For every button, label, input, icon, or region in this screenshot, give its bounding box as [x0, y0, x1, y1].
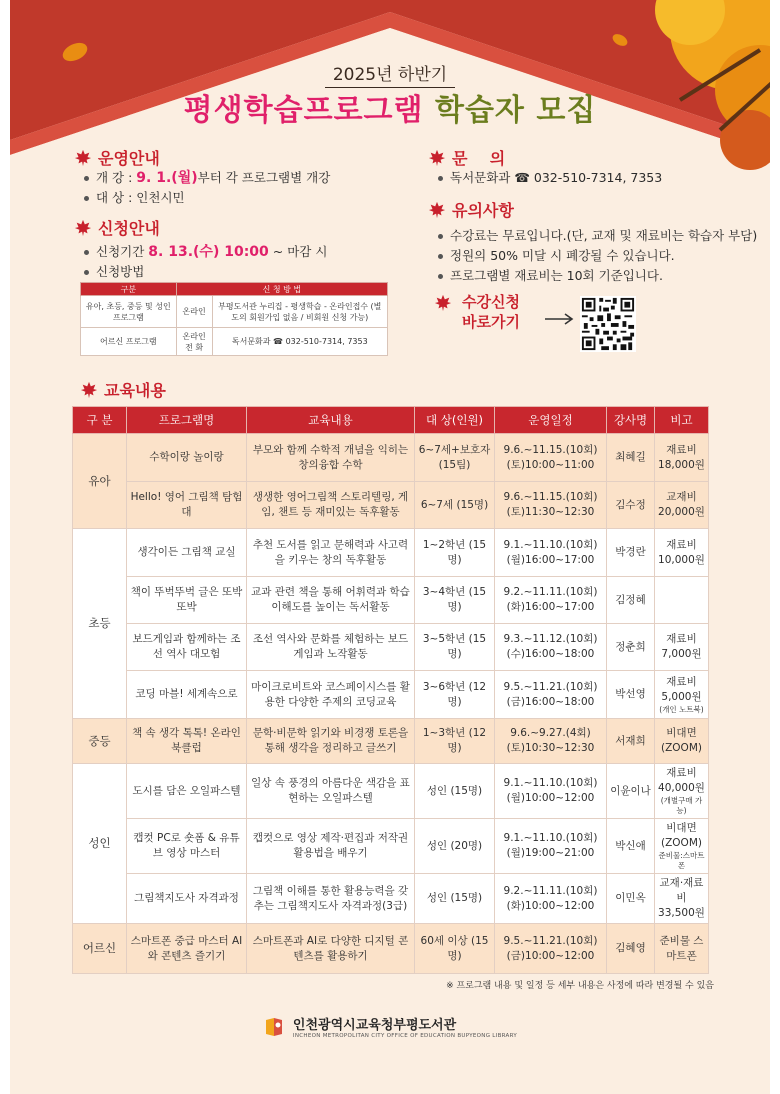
half-year-label: 2025년 하반기	[325, 60, 455, 88]
table-row: 책이 뚜벅뚜벅 글은 또박또박 교과 관련 책을 통해 어휘력과 학습 이해도를 높이는 독서활동 3~4학년 (15명) 9.2.~11.11.(10회) (화)16:00~17:00 김정혜	[73, 577, 709, 624]
maple-leaf-icon	[434, 294, 452, 312]
application-method-table: 구분 신 청 방 법 유아, 초등, 중등 및 성인 프로그램 온라인 부평도서관 누리집 - 평생학습 - 온라인접수 (별도의 회원가입 없음 / 비회원 신청 가능) 어르신 프로그램 온라인 전 화 독서문화과 ☎ 032-510-7314, 7353	[80, 282, 388, 356]
table-row: Hello! 영어 그림책 탐험대 생생한 영어그림책 스토리텔링, 게임, 챈트 등 재미있는 독후활동 6~7세 (15명) 9.6.~11.15.(10회) (토)11:30~12:30 김수정 교재비 20,000원	[73, 482, 709, 529]
organization-name-en: INCHEON METROPOLITAN CITY OFFICE OF EDUCATION BUPYEONG LIBRARY	[292, 1033, 518, 1039]
education-table: 구 분 프로그램명 교육내용 대 상(인원) 운영일정 강사명 비고 유아 수학이랑 놀이랑 부모와 함께 수학적 개념을 익히는 창의융합 수학 6~7세+보호자 (15팀) 9.6.~11.15.(10회) (토)10:00~11:00 최혜길 재료비 18,000원 Hello! 영어 그림책 탐험대 생생한 영어그림책 스토리텔링, 게임, 챈트 등 재미있는 독후활동 6~7세 (15명) 9.6.~11.15.(10회) (토)11:30~12:30 김수정 교재비 20,000원 초등 생각이든 그림책 교실 추천 도서를 읽고 문해력과 사고력을 키우는 창의 독후활동 1~2학년 (15명) 9.1.~11.10.(10회) (월)16:00~17:00 박경란 재료비 10,000원 책이 뚜벅뚜벅 글은 또박또박 교과 관련 책을 통해 어휘력과 학습 이해도를 높이는 독서활동 3~4학년 (15명) 9.2.~11.11.(10회) (화)16:00~17:00 김정혜 보드게임과 함께하는 조선 역사 대모험 조선 역사와 문화를 체험하는 보드게임과 노작활동 3~5학년 (15명) 9.3.~11.12.(10회) (수)16:00~18:00 정춘희 재료비 7,000원 코딩 마블! 세계속으로 마이크로비트와 코스페이시스를 활용한 다양한 주제의 코딩교육 3~6학년 (12명) 9.5.~11.21.(10회) (금)16:00~18:00 박선영 재료비 5,000원 (개인 노트북) 중등 책 속 생각 톡톡! 온라인 북클럽 문학·비문학 읽기와 비경쟁 토론을 통해 생각을 정리하고 글쓰기 1~3학년 (12명) 9.6.~9.27.(4회) (토)10:30~12:30 서재희 비대면 (ZOOM) 성인 도시를 담은 오일파스텔 일상 속 풍경의 아름다운 색감을 표현하는 오일파스텔 성인 (15명) 9.1.~11.10.(10회) (월)10:00~12:00 이윤이나 재료비 40,000원 (개별구매 가능) 캡컷 PC로 숏폼 & 유튜브 영상 마스터 캡컷으로 영상 제작·편집과 저작권 활용법을 배우기 성인 (20명) 9.1.~11.10.(10회) (월)19:00~21:00 박신애 비대면 (ZOOM) 준비물:스마트폰 그림책지도사 자격과정 그림책 이해를 통한 활용능력을 갖추는 그림책지도사 자격과정(3급) 성인 (15명) 9.2.~11.11.(10회) (화)10:00~12:00 이민옥 교재·재료비 33,500원 어르신 스마트폰 중급 마스터 AI와 콘텐츠 즐기기 스마트폰과 AI로 다양한 디지털 콘텐츠를 활용하기 60세 이상 (15명) 9.5.~11.21.(10회) (금)10:00~12:00 김혜영 준비물 스마트폰	[72, 406, 709, 974]
table-row: 성인 도시를 담은 오일파스텔 일상 속 풍경의 아름다운 색감을 표현하는 오일파스텔 성인 (15명) 9.1.~11.10.(10회) (월)10:00~12:00 이윤이나 재료비 40,000원 (개별구매 가능)	[73, 764, 709, 819]
library-logo-icon	[263, 1016, 285, 1038]
qr-code-icon[interactable]	[580, 296, 636, 352]
list-item: 신청방법	[82, 262, 327, 282]
maple-leaf-icon	[74, 219, 92, 237]
footnote: ※ 프로그램 내용 및 일정 등 세부 내용은 사정에 따라 변경될 수 있음	[446, 981, 714, 991]
application-list	[82, 242, 327, 282]
list-item: 독서문화과 ☎ 032-510-7314, 7353	[436, 168, 662, 188]
table-row: 어르신 스마트폰 중급 마스터 AI와 콘텐츠 즐기기 스마트폰과 AI로 다양한 디지털 콘텐츠를 활용하기 60세 이상 (15명) 9.5.~11.21.(10회) (금)10:00~12:00 김혜영 준비물 스마트폰	[73, 924, 709, 974]
table-row: 초등 생각이든 그림책 교실 추천 도서를 읽고 문해력과 사고력을 키우는 창의 독후활동 1~2학년 (15명) 9.1.~11.10.(10회) (월)16:00~17:00 박경란 재료비 10,000원	[73, 529, 709, 577]
list-item: 신청기간 8. 13.(수) 10:00 ~ 마감 시	[82, 242, 327, 262]
poster-header	[10, 60, 770, 130]
poster	[10, 0, 770, 1094]
table-row: 어르신 프로그램 온라인 전 화 독서문화과 ☎ 032-510-7314, 7353	[81, 328, 388, 356]
registration-shortcut-label[interactable]: 수강신청 바로가기	[462, 293, 520, 331]
maple-leaf-icon	[80, 381, 98, 399]
list-item: 개 강 : 9. 1.(월)부터 각 프로그램별 개강	[82, 168, 330, 188]
education-section-title: 교육내용	[80, 378, 166, 401]
table-row: 유아, 초등, 중등 및 성인 프로그램 온라인 부평도서관 누리집 - 평생학습 - 온라인접수 (별도의 회원가입 없음 / 비회원 신청 가능)	[81, 296, 388, 328]
table-row: 유아 수학이랑 놀이랑 부모와 함께 수학적 개념을 익히는 창의융합 수학 6~7세+보호자 (15팀) 9.6.~11.15.(10회) (토)10:00~11:00 최혜길 재료비 18,000원	[73, 434, 709, 482]
operation-list	[82, 168, 330, 208]
main-title: 평생학습프로그램 학습자 모집	[183, 93, 597, 128]
arrow-right-icon	[544, 313, 574, 325]
caution-section-title: 유의사항	[428, 198, 514, 221]
list-item: 수강료는 무료입니다.(단, 교재 및 재료비는 학습자 부담)	[436, 226, 757, 246]
operation-section-title: 운영안내	[74, 146, 160, 169]
list-item: 프로그램별 재료비는 10회 기준입니다.	[436, 266, 757, 286]
table-row: 코딩 마블! 세계속으로 마이크로비트와 코스페이시스를 활용한 다양한 주제의 코딩교육 3~6학년 (12명) 9.5.~11.21.(10회) (금)16:00~18:00 박선영 재료비 5,000원 (개인 노트북)	[73, 671, 709, 719]
footer	[10, 1014, 770, 1042]
maple-leaf-icon	[428, 149, 446, 167]
list-item: 대 상 : 인천시민	[82, 188, 330, 208]
caution-list	[436, 226, 757, 286]
table-row: 캡컷 PC로 숏폼 & 유튜브 영상 마스터 캡컷으로 영상 제작·편집과 저작권 활용법을 배우기 성인 (20명) 9.1.~11.10.(10회) (월)19:00~21:00 박신애 비대면 (ZOOM) 준비물:스마트폰	[73, 819, 709, 874]
application-section-title: 신청안내	[74, 216, 160, 239]
table-row: 그림책지도사 자격과정 그림책 이해를 통한 활용능력을 갖추는 그림책지도사 자격과정(3급) 성인 (15명) 9.2.~11.11.(10회) (화)10:00~12:00 이민옥 교재·재료비 33,500원	[73, 874, 709, 924]
organization-name: 인천광역시교육청부평도서관	[292, 1018, 457, 1033]
list-item: 정원의 50% 미달 시 폐강될 수 있습니다.	[436, 246, 757, 266]
table-row: 중등 책 속 생각 톡톡! 온라인 북클럽 문학·비문학 읽기와 비경쟁 토론을 통해 생각을 정리하고 글쓰기 1~3학년 (12명) 9.6.~9.27.(4회) (토)10:30~12:30 서재희 비대면 (ZOOM)	[73, 719, 709, 764]
maple-leaf-icon	[428, 201, 446, 219]
inquiry-list	[436, 168, 662, 188]
maple-leaf-icon	[74, 149, 92, 167]
inquiry-section-title: 문 의	[428, 146, 505, 169]
table-row: 보드게임과 함께하는 조선 역사 대모험 조선 역사와 문화를 체험하는 보드게임과 노작활동 3~5학년 (15명) 9.3.~11.12.(10회) (수)16:00~18:00 정춘희 재료비 7,000원	[73, 624, 709, 671]
